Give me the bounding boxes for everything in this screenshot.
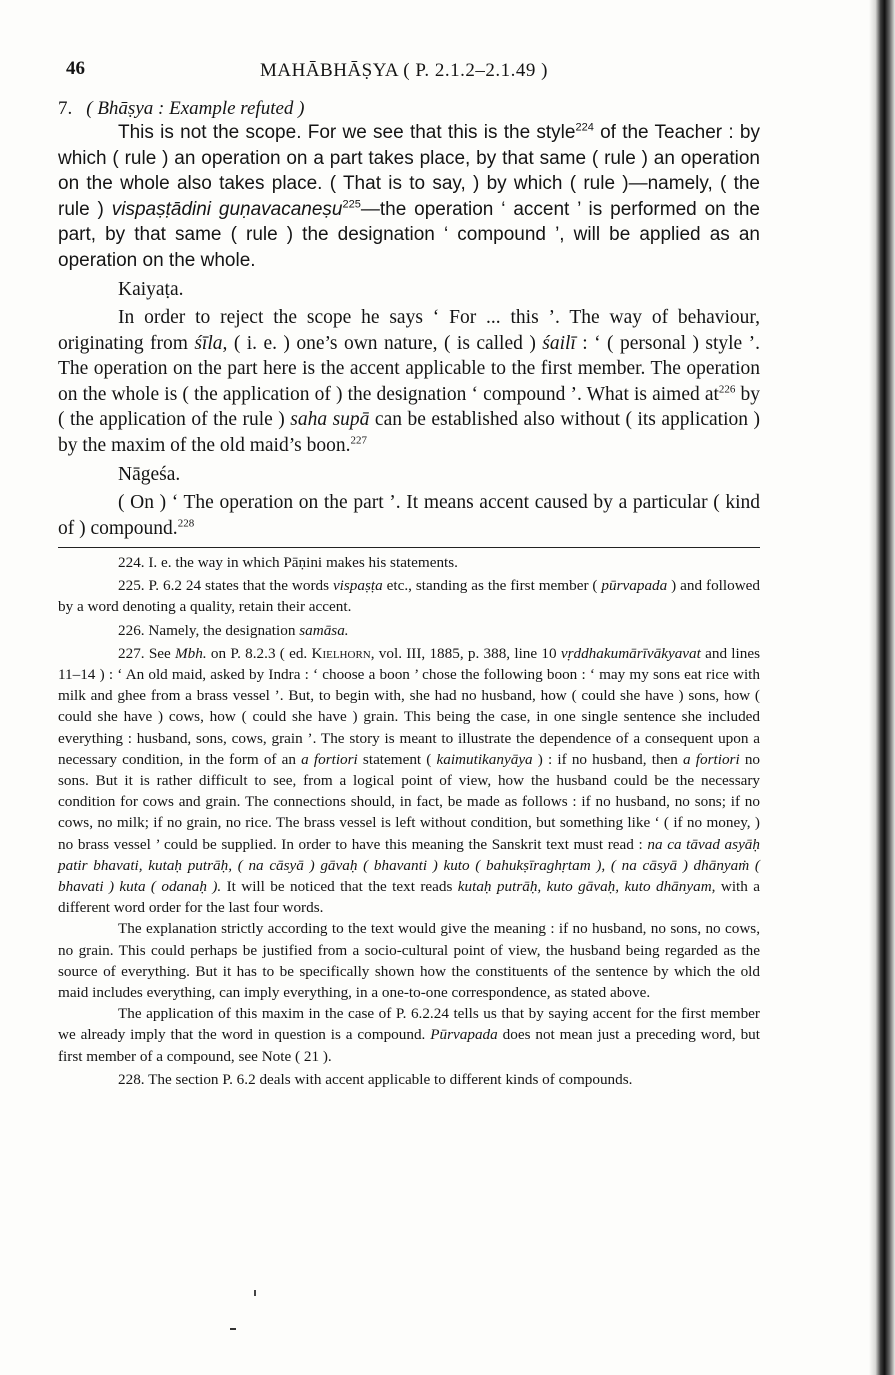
section-number: 7. — [58, 98, 73, 119]
footnote-227-paragraph-3 — [58, 1003, 760, 1067]
sanskrit-quote: kutaḥ putrāḥ, kuto gāvaḥ, kuto dhānyam, — [457, 878, 716, 896]
text: In order to reject the scope he says ‘ For ... this ’. The way of behaviour, originating from — [58, 307, 760, 354]
text: . For we see that this is the style — [296, 122, 576, 143]
kaiyata-paragraph — [58, 305, 760, 458]
text: The application of this maxim in the case of P. 6.2.24 tells us that by saying accent for the first member we already imply that the word in question is a compound. — [58, 1005, 760, 1044]
text: and lines 11–14 ) : ‘ An old maid, asked by Indra : ‘ choose a boon ’ chose the following boon : ‘ may my sons eat rice with milk and ghee from a brass vessel ’. But, to begin with, she had no husband, how ( could she have ) sons, how ( could she have ) cows, how ( could she have ) grain. This being the case, in one single sentence she included everything : husband, sons, cows, grain ’. The story is meant to illustrate the dependence of a consequent upon a necessary condition, in the form of an — [58, 644, 760, 768]
footnote-ref-226[interactable]: 226 — [718, 383, 736, 395]
footnote-227 — [58, 643, 760, 919]
text: ( i. e. ) one’s own nature, ( is called ) — [227, 332, 543, 354]
text: no sons. But it is rather difficult to see, from a logical point of view, how the husband could be the necessary condition for cows and grain. The connections should, in fact, be made as follows : if no husband, no sons; if no cows, no milk; if no grain, no rice. The brass vessel is left without condition, but something like ‘ ( if no money, ) no brass vessel ’ could be supplied. In order to have this meaning the Sanskrit text must read : — [58, 750, 761, 853]
text: statement ( — [357, 750, 437, 768]
sanskrit-term: śailī — [542, 332, 576, 354]
text: etc., standing as the first member ( — [382, 577, 602, 595]
nagesa-paragraph — [58, 490, 760, 541]
text: can be established also without ( its application ) by the maxim of the old maid’s boon. — [58, 409, 760, 456]
footnote-divider — [58, 547, 760, 548]
text: It will be noticed that the text reads — [221, 878, 458, 896]
text: ( On ) ‘ The operation on the part ’. It means accent caused by a particular ( kind of ) compound. — [58, 492, 760, 539]
text: , vol. III, 1885, p. 388, line 10 — [370, 644, 561, 662]
sanskrit-term: pūrvapada — [601, 577, 668, 595]
footnote-226 — [58, 620, 760, 641]
text: ) : if no husband, then — [532, 750, 684, 768]
footnote-225 — [58, 575, 760, 617]
page — [58, 52, 760, 1090]
sanskrit-quote: na ca tāvad asyāḥ patir bhavati, kutaḥ putrāḥ, ( na cāsyā ) gāvaḥ ( bhavanti ) kuto ( bahukṣīraghṛtam ), ( na cāsyā ) dhānyaṁ ( bhavati ) kuta ( odanaḥ ). — [58, 835, 760, 896]
bhasya-paragraph — [58, 120, 760, 273]
footnote-224: 224. I. e. the way in which Pāṇini makes his statements. — [118, 554, 458, 571]
text: 227. See — [118, 644, 176, 662]
text: ) and followed by a word denoting a quality, retain their accent. — [58, 577, 760, 616]
footnote-ref-228[interactable]: 228 — [177, 517, 195, 529]
sanskrit-term: vṛddhakumārīvākyavat — [560, 644, 701, 662]
footnote-227-paragraph-2: The explanation strictly according to the text would give the meaning : if no husband, no sons, no cows, no grain. This could perhaps be justified from a socio-cultural point of view, the husband being regarded as the source of everything. But it has to be specifically shown how the constituents of the sentence by which the old maid includes everything, can imply everything, in a one-to-one correspondence, as stated above. — [58, 920, 760, 1002]
sanskrit-term: kaimutikanyāya — [436, 750, 533, 768]
sanskrit-term: śīla, — [194, 332, 228, 354]
sanskrit-term: saha supā — [290, 409, 370, 430]
footnote-228: 228. The section P. 6.2 deals with accent applicable to different kinds of compounds. — [118, 1070, 633, 1088]
latin-term: a fortiori — [301, 750, 358, 768]
text: Mbh. — [175, 644, 207, 662]
text: —the operation ‘ accent ’ is performed on the part, by that same ( rule ) the designation ‘ compound ’, will be applied as an operation on the whole. — [58, 198, 760, 271]
commentator-nagesa: Nāgeśa. — [118, 464, 181, 485]
running-title: MAHĀBHĀṢYA ( P. 2.1.2–2.1.49 ) — [260, 60, 548, 81]
latin-term: a fortiori — [683, 750, 740, 768]
text: 225. P. 6.2 24 states that the words — [118, 577, 333, 595]
commentator-kaiyata: Kaiyaṭa. — [118, 279, 184, 300]
text: 226. Namely, the designation — [118, 621, 300, 639]
page-number: 46 — [66, 58, 85, 79]
text: of the Teacher : by which ( rule ) an operation on a part takes place, by that same ( rule ) an operation on the whole also takes place. ( That is to say, ) by which ( rule )—namely, ( the rule ) — [58, 122, 760, 220]
sanskrit-term: samāsa. — [299, 621, 349, 639]
footnote-ref-225[interactable]: 225 — [342, 198, 361, 211]
sanskrit-term: vispaṣṭa — [332, 577, 383, 595]
text: with a different word order for the last four words. — [58, 878, 760, 917]
text: This is not the scope — [118, 122, 297, 143]
text: does not mean just a preceding word, but first member of a compound, see Note ( 21 ). — [58, 1026, 760, 1065]
text: : ‘ ( personal ) style ’. The operation on the part here is the accent applicable to the first member. The operation on the whole is ( the application of ) the designation ‘ compound ’. What is aimed at — [58, 332, 760, 405]
section-heading — [58, 98, 760, 120]
footnote-ref-224[interactable]: 224 — [575, 121, 594, 134]
footnote-ref-227[interactable]: 227 — [350, 434, 367, 446]
text: on P. 8.2.3 ( ed. — [206, 644, 312, 662]
sanskrit-term: vispaṣṭādini guṇavacaneṣu — [111, 198, 343, 220]
scan-speck — [230, 1328, 236, 1330]
page-header — [58, 52, 760, 88]
sanskrit-term: Pūrvapada — [430, 1026, 498, 1044]
text: by ( the application of the rule ) — [58, 383, 761, 430]
scan-speck — [254, 1290, 256, 1296]
author-name: Kielhorn — [311, 644, 371, 662]
book-spine-shadow — [869, 0, 895, 1375]
section-title: ( Bhāṣya : Example refuted ) — [86, 98, 305, 119]
